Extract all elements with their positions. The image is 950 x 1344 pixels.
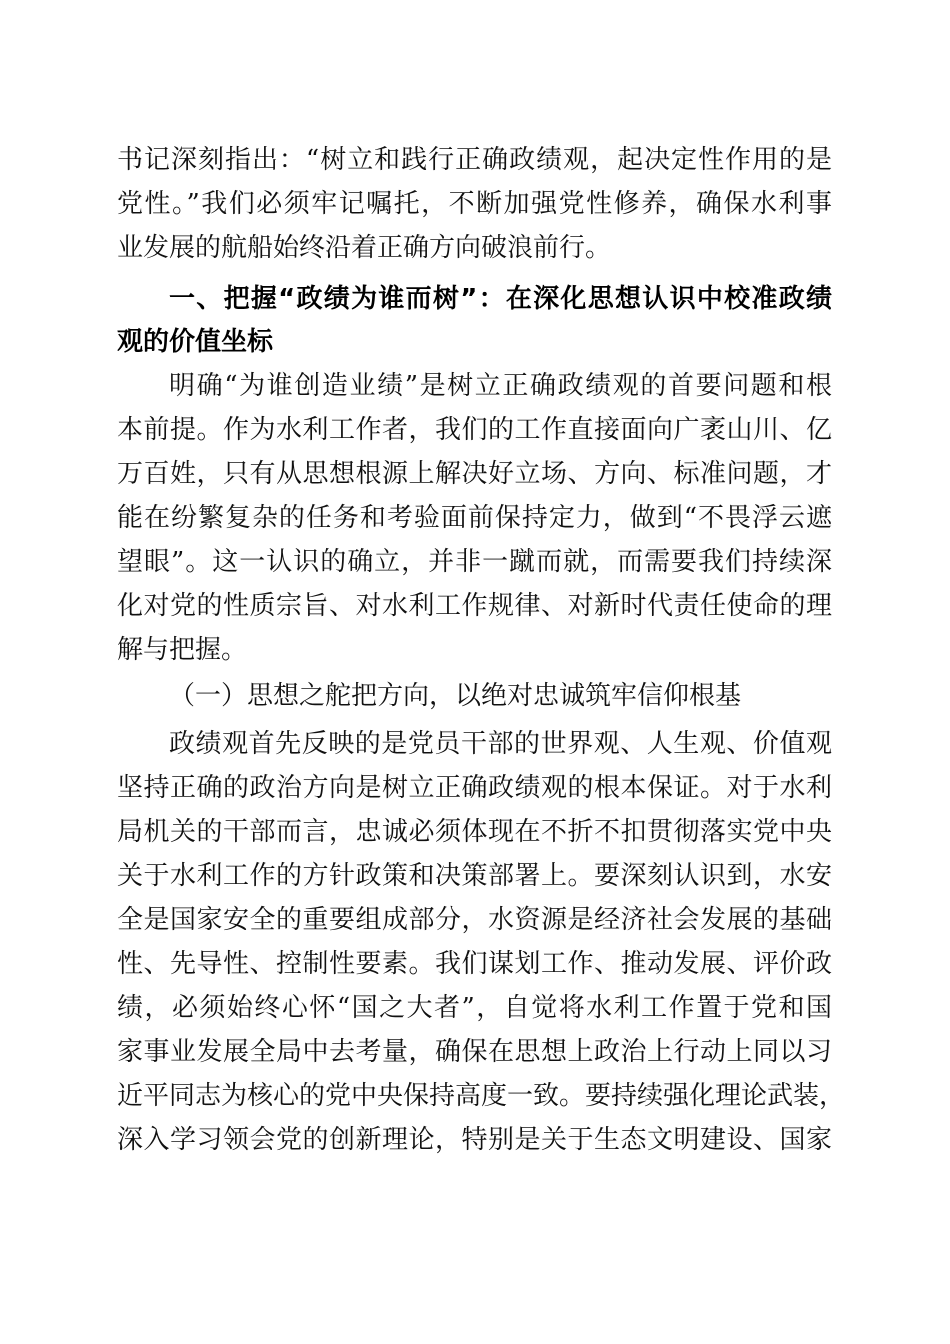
section-paragraph-line: 望眼”。这一认识的确立，并非一蹴而就，而需要我们持续深: [117, 547, 832, 577]
section-paragraph-line: 解与把握。: [117, 635, 248, 665]
intro-paragraph-line: 党性。”我们必须牢记嘱托，不断加强党性修养，确保水利事: [117, 189, 832, 219]
section-heading-line: 观的价值坐标: [117, 327, 274, 357]
intro-paragraph-line: 书记深刻指出：“树立和践行正确政绩观，起决定性作用的是: [117, 145, 832, 175]
section-paragraph-line: 能在纷繁复杂的任务和考验面前保持定力，做到“不畏浮云遮: [117, 503, 832, 533]
section-paragraph-line: 明确“为谁创造业绩”是树立正确政绩观的首要问题和根: [169, 371, 832, 401]
subsection-paragraph-line: 家事业发展全局中去考量，确保在思想上政治上行动上同以习: [117, 1037, 832, 1067]
subsection-paragraph-line: 关于水利工作的方针政策和决策部署上。要深刻认识到，水安: [117, 861, 832, 891]
intro-paragraph-line: 业发展的航船始终沿着正确方向破浪前行。: [117, 233, 612, 263]
subsection-paragraph-line: 近平同志为核心的党中央保持高度一致。要持续强化理论武装，: [117, 1081, 846, 1111]
section-paragraph-line: 万百姓，只有从思想根源上解决好立场、方向、标准问题，才: [117, 459, 832, 489]
subsection-paragraph-line: 局机关的干部而言，忠诚必须体现在不折不扣贯彻落实党中央: [117, 817, 832, 847]
subsection-paragraph-line: 全是国家安全的重要组成部分，水资源是经济社会发展的基础: [117, 905, 832, 935]
subsection-paragraph-line: 绩，必须始终心怀“国之大者”，自觉将水利工作置于党和国: [117, 993, 832, 1023]
subsection-heading: （一）思想之舵把方向，以绝对忠诚筑牢信仰根基: [169, 681, 742, 711]
section-paragraph-line: 本前提。作为水利工作者，我们的工作直接面向广袤山川、亿: [117, 415, 832, 445]
section-heading-line: 一、把握“政绩为谁而树”：在深化思想认识中校准政绩: [169, 284, 832, 314]
subsection-paragraph-line: 深入学习领会党的创新理论，特别是关于生态文明建设、国家: [117, 1125, 832, 1155]
section-paragraph-line: 化对党的性质宗旨、对水利工作规律、对新时代责任使命的理: [117, 591, 832, 621]
subsection-paragraph-line: 坚持正确的政治方向是树立正确政绩观的根本保证。对于水利: [117, 773, 832, 803]
subsection-paragraph-line: 性、先导性、控制性要素。我们谋划工作、推动发展、评价政: [117, 949, 832, 979]
subsection-paragraph-line: 政绩观首先反映的是党员干部的世界观、人生观、价值观: [169, 729, 832, 759]
